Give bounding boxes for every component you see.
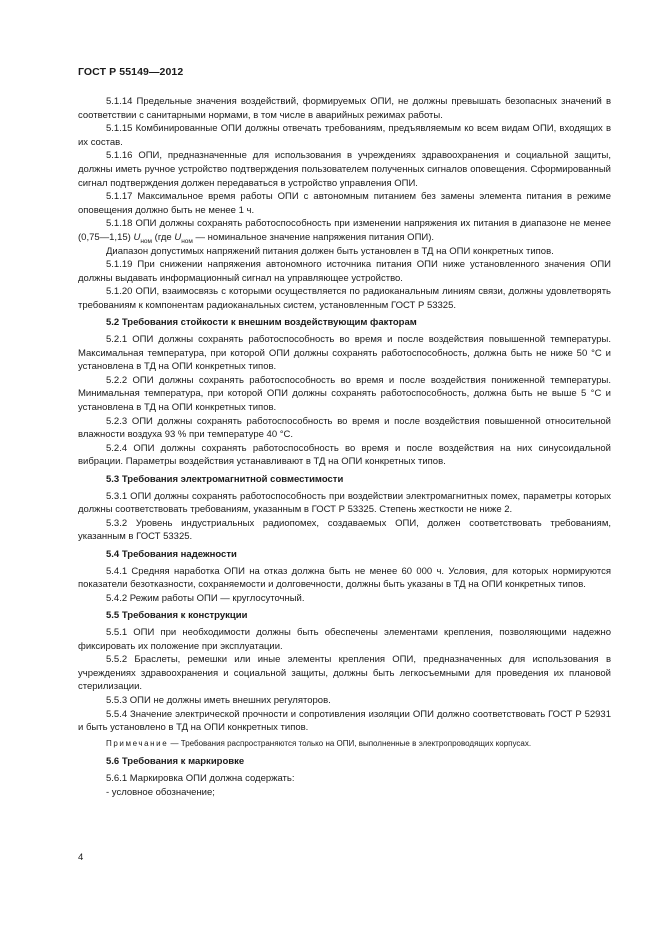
paragraph-5-1-18: [78, 217, 611, 244]
paragraph-5-1-17: 5.1.17 Максимальное время работы ОПИ с автономным питанием без замены элемента питания в режиме оповещения должно быть не менее 1 ч.: [78, 191, 611, 216]
paragraph-5-1-18-part1: 5.1.18 ОПИ должны сохранять работоспособность при изменении напряжения их питания в диапазоне не менее (0,75—1,15): [78, 218, 611, 243]
paragraph-5-5-4: 5.5.4 Значение электрической прочности и сопротивления изоляции ОПИ должно соответствовать ГОСТ Р 52931 и быть установлено в ТД на ОПИ конкретных типов.: [78, 708, 611, 734]
section-heading-5-5: 5.5 Требования к конструкции: [106, 609, 248, 621]
paragraph-5-2-3: 5.2.3 ОПИ должны сохранять работоспособность во время и после воздействия повышенной относительной влажности воздуха 93 % при температуре 40 °С.: [78, 415, 611, 441]
paragraph-voltage-range: Диапазон допустимых напряжений питания должен быть установлен в ТД на ОПИ конкретных типов.: [106, 245, 554, 257]
note: [78, 738, 611, 750]
paragraph-5-1-15: 5.1.15 Комбинированные ОПИ должны отвечать требованиям, предъявляемым ко всем видам ОПИ, входящих в их состав.: [78, 123, 611, 148]
page-number: 4: [78, 852, 84, 863]
voltage-symbol: U: [133, 231, 141, 243]
paragraph-5-2-1: 5.2.1 ОПИ должны сохранять работоспособность во время и после воздействия повышенной температуры. Максимальная температура, при которой ОПИ должны сохранять работоспособность, должна быть не ниже 50 °С и установлена в ТД на ОПИ конкретных типов.: [78, 334, 611, 373]
paragraph-5-4-2: 5.4.2 Режим работы ОПИ — круглосуточный.: [106, 592, 305, 604]
voltage-subscript: ном: [181, 237, 193, 245]
paragraph-5-5-1: 5.5.1 ОПИ при необходимости должны быть обеспечены элементами крепления, позволяющими надежно фиксировать их положение при эксплуатации.: [78, 626, 611, 652]
paragraph-5-2-2: 5.2.2 ОПИ должны сохранять работоспособность во время и после воздействия пониженной температуры. Минимальная температура, при которой ОПИ должны сохранять работоспособность, должна быть не выше 5 °С и установлена в ТД на ОПИ конкретных типов.: [78, 374, 611, 414]
paragraph-5-5-3: 5.5.3 ОПИ не должны иметь внешних регуляторов.: [106, 694, 331, 706]
voltage-symbol: U: [174, 231, 182, 243]
paragraph-5-3-2: 5.3.2 Уровень индустриальных радиопомех, создаваемых ОПИ, должен соответствовать требованиям, указанным в ГОСТ 53325.: [78, 517, 611, 543]
section-heading-5-3: 5.3 Требования электромагнитной совместимости: [106, 473, 344, 485]
paragraph-5-3-1: 5.3.1 ОПИ должны сохранять работоспособность при воздействии электромагнитных помех, параметры которых должны соответствовать требованиям, указанным в ГОСТ Р 53325. Степень жесткости не ниже 2.: [78, 490, 611, 516]
paragraph-5-2-4: 5.2.4 ОПИ должны сохранять работоспособность во время и после воздействия на них синусоидальной вибрации. Параметры воздействия устанавливают в ТД на ОПИ конкретных типов.: [78, 442, 611, 468]
paragraph-5-1-19: 5.1.19 При снижении напряжения автономного источника питания ОПИ ниже установленного значения ОПИ должны выдавать информационный сигнал на управляющее устройство.: [78, 259, 611, 284]
paragraph-5-1-18-part2: (где: [152, 231, 175, 243]
paragraph-5-1-20: 5.1.20 ОПИ, взаимосвязь с которыми осуществляется по радиоканальным линиям связи, должны удовлетворять требованиям к компонентам радиоканальных систем, установленным ГОСТ Р 53325.: [78, 286, 611, 311]
voltage-subscript: ном: [140, 237, 153, 245]
note-label: Примечание: [106, 738, 169, 748]
section-heading-5-4: 5.4 Требования надежности: [106, 548, 237, 560]
section-heading-5-2: 5.2 Требования стойкости к внешним воздействующим факторам: [106, 317, 417, 328]
paragraph-5-1-18-part3: — номинальное значение напряжения питания ОПИ).: [192, 231, 435, 243]
note-text: — Требования распространяются только на ОПИ, выполненные в электропроводящих корпусах.: [170, 738, 532, 748]
document-body: [78, 95, 611, 800]
paragraph-5-5-2: 5.5.2 Браслеты, ремешки или иные элементы крепления ОПИ, предназначенных для использования в учреждениях здравоохранения и социальной защиты, должны быть легкосъемными для проведения их плановой стерилизации.: [78, 654, 611, 693]
paragraph-5-1-14: 5.1.14 Предельные значения воздействий, формируемых ОПИ, не должны превышать безопасных значений в соответствии с санитарными нормами, в том числе в аварийных режимах работы.: [78, 96, 611, 121]
paragraph-5-6-1: 5.6.1 Маркировка ОПИ должна содержать:: [106, 773, 295, 785]
paragraph-5-1-16: 5.1.16 ОПИ, предназначенные для использования в учреждениях здравоохранения и социальной защиты, должны иметь ручное устройство подтверждения пользователем полученных сигналов оповещения. Сформированный сигнал подтверждения должен передаваться в устройство управления ОПИ.: [78, 150, 611, 189]
paragraph-5-4-1: 5.4.1 Средняя наработка ОПИ на отказ должна быть не менее 60 000 ч. Условия, для которых нормируются показатели безотказности, сохраняемости и долговечности, должны быть указаны в ТД на ОПИ конкретных типов.: [78, 565, 611, 591]
list-item: - условное обозначение;: [106, 786, 215, 798]
document-header: ГОСТ Р 55149—2012: [78, 66, 184, 78]
section-heading-5-6: 5.6 Требования к маркировке: [106, 756, 245, 768]
